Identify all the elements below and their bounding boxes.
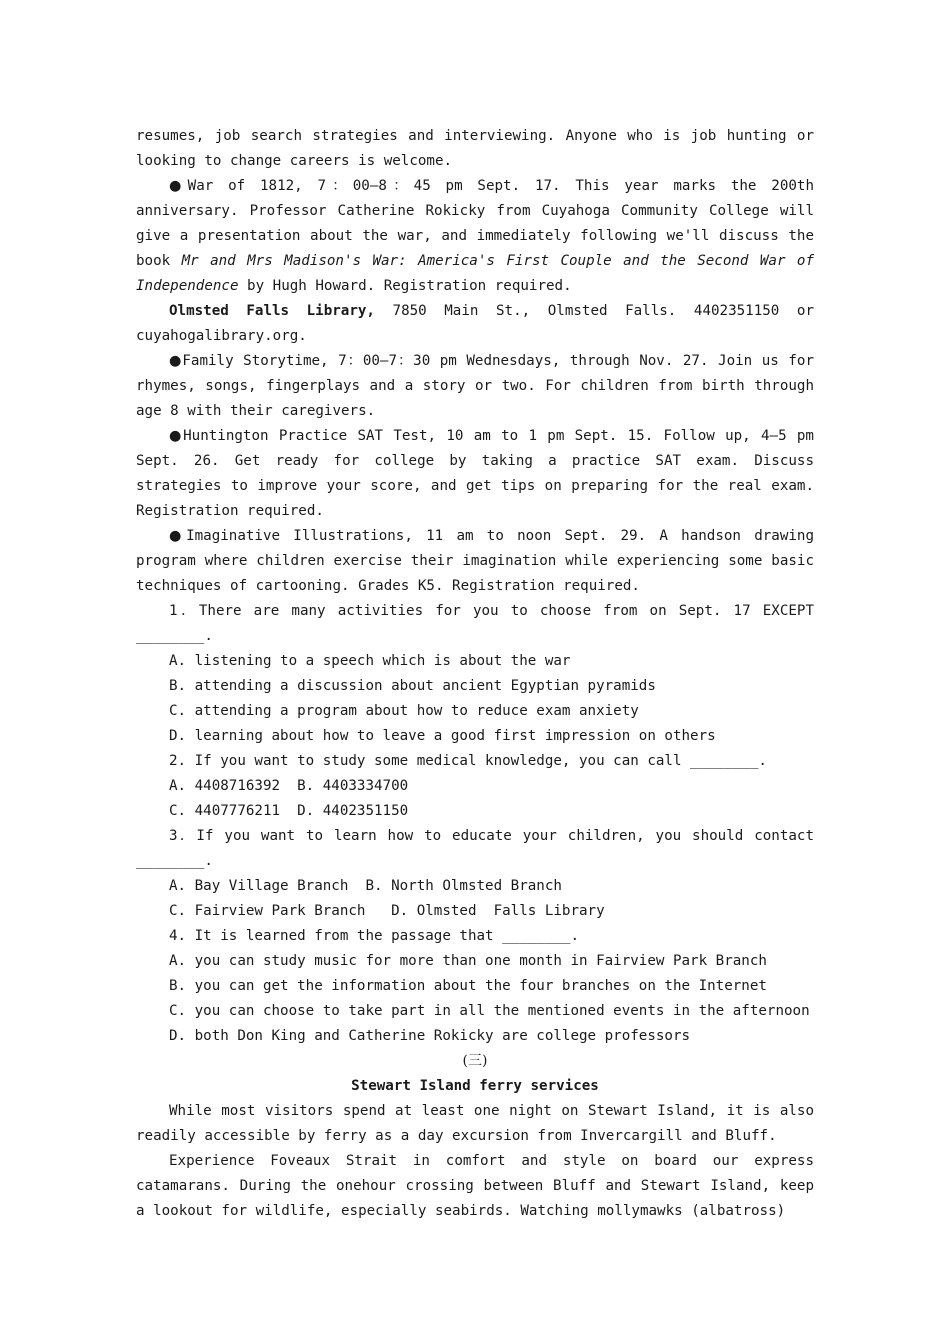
event-text: Huntington Practice SAT Test, 10 am to 1 pm Sept. 15. Follow up, 4—5 pm Sept. 26. Get ready for college by taking a practice SAT exam. Discuss strategies to improve your score, and get tips on preparing for the real exam. Registration required. <box>136 428 814 519</box>
question-3-stem: 3．If you want to learn how to educate your children, you should contact ________. <box>136 828 814 869</box>
event-text: Imaginative Illustrations, 11 am to noon Sept. 29. A handson drawing program where children exercise their imagination while experiencing some basic techniques of cartooning. Grades K5. Registration required. <box>136 528 814 594</box>
library-address: 7850 Main St., Olmsted Falls. 4402351150 or cuyahogalibrary.org. <box>136 303 814 344</box>
question-2-stem: 2. If you want to study some medical knowledge, you can call ________. <box>169 753 767 769</box>
section-title: Stewart Island ferry services <box>351 1078 599 1094</box>
section-paragraph-1: While most visitors spend at least one night on Stewart Island, it is also readily accessible by ferry as a day excursion from Invercargill and Bluff. <box>136 1103 814 1144</box>
bullet-icon: ● <box>169 428 184 444</box>
question-2-options-cd: C. 4407776211 D. 4402351150 <box>169 803 409 819</box>
continuation-paragraph: resumes, job search strategies and interviewing. Anyone who is job hunting or looking to change careers is welcome. <box>136 128 814 169</box>
question-1-option-d: D. learning about how to leave a good first impression on others <box>169 728 716 744</box>
event-sat-test <box>136 424 814 524</box>
bullet-icon: ● <box>169 178 188 194</box>
question-4-option-b: B. you can get the information about the four branches on the Internet <box>169 978 767 994</box>
event-body-pre: This year marks the 200th anniversary. Professor Catherine Rokicky from Cuyahoga Community College will give a presentation about the war, and immediately following we'll discuss the book <box>136 178 814 269</box>
question-4-option-d: D. both Don King and Catherine Rokicky are college professors <box>169 1028 691 1044</box>
question-4-option-a: A. you can study music for more than one month in Fairview Park Branch <box>169 953 767 969</box>
event-family-storytime <box>136 349 814 424</box>
question-4-option-c: C. you can choose to take part in all the mentioned events in the afternoon <box>169 1003 810 1019</box>
library-heading <box>136 299 814 349</box>
event-title: War of 1812, 7：00—8：45 pm Sept. 17. <box>187 178 561 194</box>
library-name: Olmsted Falls Library, <box>169 303 375 319</box>
event-imaginative-illustrations <box>136 524 814 599</box>
section-paragraph-2: Experience Foveaux Strait in comfort and style on board our express catamarans. During the onehour crossing between Bluff and Stewart Island, keep a lookout for wildlife, especially seabirds. Watching mollymawks (albatross) <box>136 1153 814 1219</box>
bullet-icon: ● <box>169 528 187 544</box>
question-4-stem: 4. It is learned from the passage that ________. <box>169 928 579 944</box>
document-page <box>136 124 814 1224</box>
event-text: Family Storytime, 7：00—7：30 pm Wednesdays, through Nov. 27. Join us for rhymes, songs, fingerplays and a story or two. For children from birth through age 8 with their caregivers. <box>136 353 814 419</box>
question-1-option-b: B. attending a discussion about ancient Egyptian pyramids <box>169 678 656 694</box>
question-2-options-ab: A. 4408716392 B. 4403334700 <box>169 778 409 794</box>
question-1-stem: 1．There are many activities for you to choose from on Sept. 17 EXCEPT ________. <box>136 603 814 644</box>
question-1-option-c: C. attending a program about how to reduce exam anxiety <box>169 703 639 719</box>
book-title: Mr and Mrs Madison's War: America's First Couple and the Second War of Independence <box>136 253 814 294</box>
bullet-icon: ● <box>169 353 183 369</box>
event-war-of-1812 <box>136 174 814 299</box>
question-3-options-ab: A. Bay Village Branch B. North Olmsted Branch <box>169 878 562 894</box>
event-body-post: by Hugh Howard. Registration required. <box>238 278 572 294</box>
question-3-options-cd: C. Fairview Park Branch D. Olmsted Falls Library <box>169 903 605 919</box>
section-number: (三) <box>462 1053 488 1069</box>
question-1-option-a: A. listening to a speech which is about the war <box>169 653 571 669</box>
